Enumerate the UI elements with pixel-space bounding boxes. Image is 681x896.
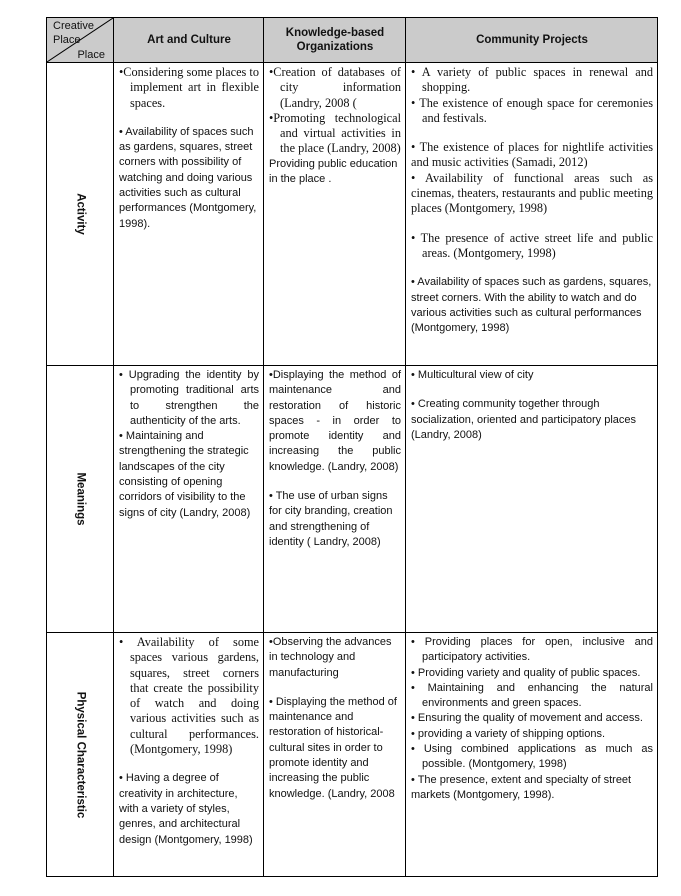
row-label-meanings: Meanings [47,366,114,633]
list-item: • The existence of enough space for ceremonies and festivals. [411,95,653,125]
corner-label-place-bottom: Place [77,49,105,61]
list-item: • Creating community together through socialization, oriented and participatory places (Landry, 2008) [411,398,637,441]
column-header-art: Art and Culture [114,18,264,63]
physical-row [47,633,658,877]
activity-knowledge-cell [264,63,406,366]
list-item: • Providing variety and quality of public spaces. [411,666,641,679]
list-item: • Providing places for open, inclusive and participatory activities. [411,636,653,664]
physical-art-cell [114,633,264,877]
list-item: • Using combined applications as much as possible. (Montgomery, 1998) [411,743,653,771]
list-item: Providing public education in the place . [269,157,398,186]
list-item: • The presence, extent and specialty of street markets (Montgomery, 1998). [411,773,632,801]
column-header-community: Community Projects [406,18,658,63]
physical-knowledge-cell [264,633,406,877]
corner-label-place-top: Place [53,34,81,46]
list-item: •Observing the advances in technology and manufacturing [269,636,392,679]
physical-community-cell [406,633,658,877]
meanings-knowledge-cell [264,366,406,633]
list-item: • The existence of places for nightlife activities and music activities (Samadi, 2012) [411,140,653,170]
creative-place-table [46,17,658,877]
list-item: • Having a degree of creativity in architecture, with a variety of styles, genres, and architectural design (Montgomery, 1998) [119,772,253,846]
list-item: • Availability of some spaces various gardens, squares, street corners that create the possibility of watch and doing various activities such as cultural performances. (Montgomery, 1998) [119,635,259,757]
list-item: • Availability of spaces such as gardens, squares, street corners with possibility of watching and doing various activities such as cultural performances (Montgomery, 1998). [119,125,257,230]
activity-community-cell [406,63,658,366]
list-item: • Availability of functional areas such as cinemas, theaters, restaurants and public meeting places (Montgomery, 1998) [411,170,653,216]
list-item: • Multicultural view of city [411,369,534,381]
list-item: •Considering some places to implement art in flexible spaces. [119,65,259,110]
list-item: • The use of urban signs for city branding, creation and strengthening of identity ( Landry, 2008) [269,490,393,548]
meanings-art-cell [114,366,264,633]
list-item: •Promoting technological and virtual activities in the place (Landry, 2008) [269,110,401,156]
row-label-activity: Activity [47,63,114,366]
row-label-physical: Physical Characteristic [47,633,114,877]
list-item: •Displaying the method of maintenance and restoration of historic spaces - in order to promote identity and increasing the public knowledge. (Landry, 2008) [269,369,401,473]
header-row [47,18,658,63]
list-item: • Displaying the method of maintenance and restoration of historical-cultural sites in order to promote identity and increasing the public knowledge. (Landry, 2008 [269,695,397,800]
list-item: • Upgrading the identity by promoting traditional arts to strengthen the authenticity of the arts. [119,369,259,427]
list-item: • Maintaining and enhancing the natural environments and green spaces. [411,681,653,710]
meanings-community-cell [406,366,658,633]
list-item: •Creation of databases of city information (Landry, 2008 ( [269,65,401,110]
corner-label-creative: Creative [53,20,94,32]
list-item: • providing a variety of shipping options. [411,727,606,740]
list-item: • A variety of public spaces in renewal and shopping. [411,65,653,95]
activity-art-cell [114,63,264,366]
meanings-row [47,366,658,633]
list-item: • Maintaining and strengthening the strategic landscapes of the city consisting of opening corridors of visibility to the signs of city (Landry, 2008) [119,430,251,519]
column-header-knowledge: Knowledge-based Organizations [264,18,406,63]
list-item: • Ensuring the quality of movement and access. [411,712,643,725]
list-item: • Availability of spaces such as gardens, squares, street corners. With the ability to watch and do various activities such as cultural performances (Montgomery, 1998) [411,276,652,335]
corner-header-cell [47,18,114,63]
list-item: • The presence of active street life and public areas. (Montgomery, 1998) [411,230,653,260]
activity-row [47,63,658,366]
